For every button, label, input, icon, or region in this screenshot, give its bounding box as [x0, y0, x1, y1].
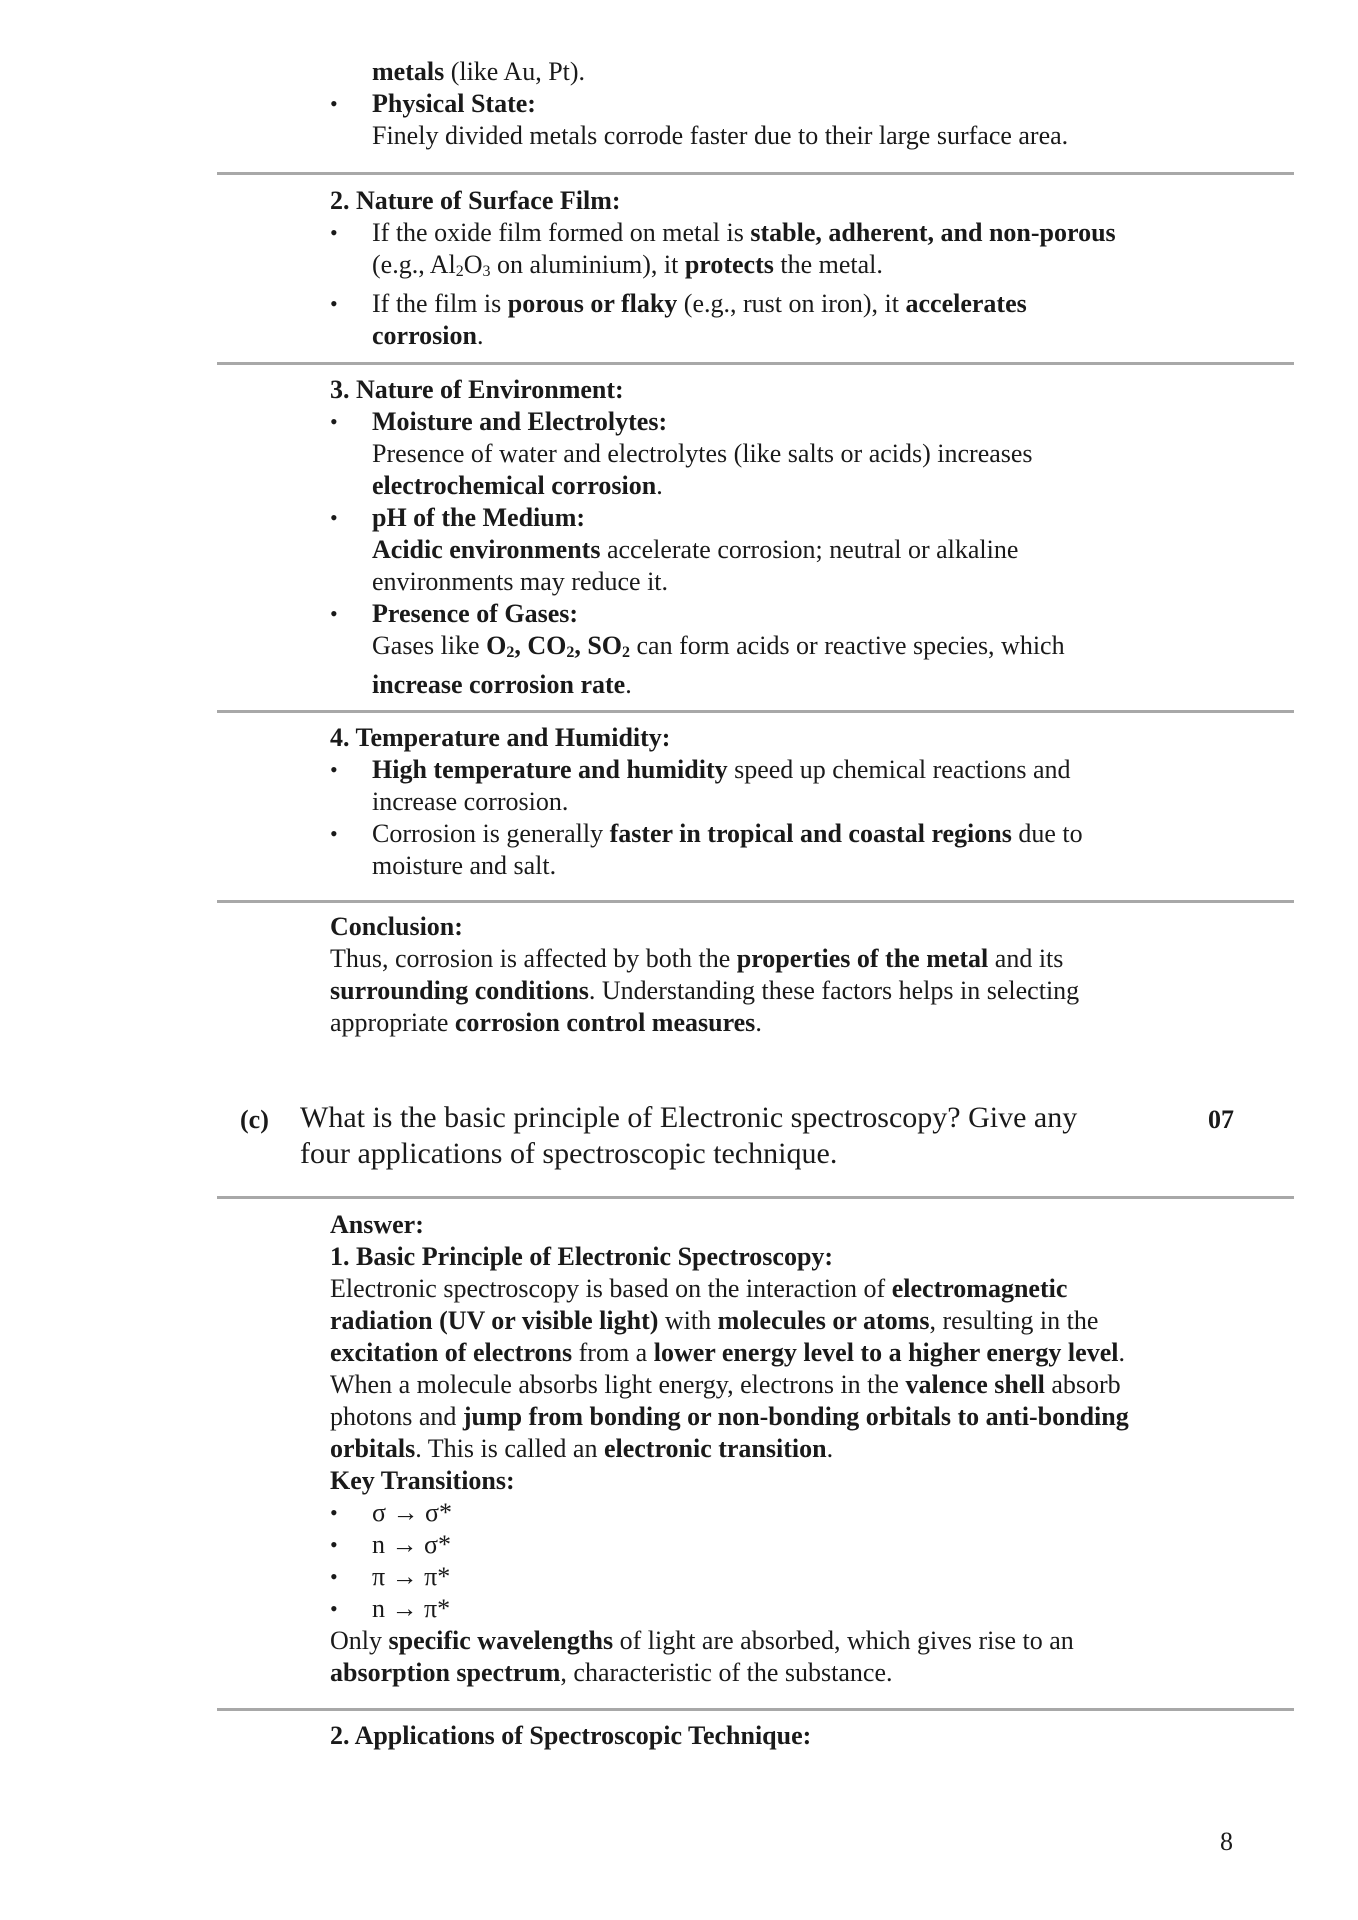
section-heading: 2. Nature of Surface Film:	[330, 186, 621, 215]
list-item: • Physical State:	[330, 89, 536, 118]
divider	[217, 1196, 1294, 1199]
list-item: • If the oxide film formed on metal is stable, adherent, and non-porous	[330, 218, 1116, 247]
answer-section: Answer: 1. Basic Principle of Electronic Spectroscopy: Electronic spectroscopy is based on the interaction of electromagnetic radiation (UV or visible light) with molecules or atoms, resulting in the excitation of electrons from a lower energy level to a higher energy level. When a molecule absorbs light energy, electrons in the valence shell absorb photons and jump from bonding or non-bonding orbitals to anti-bonding orbitals. This is called an electronic transition. Key Transitions: • σ → σ* • n → σ* • π → π* • n → π* Only specific wavelengths of light are absorbed, which gives rise to an absorption spectrum, characteristic of the substance.	[330, 1209, 1210, 1689]
bullet-icon: •	[330, 601, 338, 626]
bullet-icon: •	[330, 291, 338, 316]
section-heading: Conclusion:	[330, 912, 463, 941]
bullet-icon: •	[330, 757, 338, 782]
bullet-icon: •	[330, 1564, 338, 1589]
list-item: • pH of the Medium:	[330, 503, 586, 532]
page-number: 8	[1220, 1827, 1233, 1856]
conclusion-section: Conclusion: Thus, corrosion is affected by both the properties of the metal and its surrounding conditions. Understanding these factors helps in selecting appropriate corrosion control measures.	[330, 911, 1210, 1039]
temperature-section: 4. Temperature and Humidity: • High temperature and humidity speed up chemical reactions and increase corrosion. • Corrosion is generally faster in tropical and coastal regions due to moisture and salt.	[330, 722, 1210, 882]
list-item: • n → π*	[330, 1594, 451, 1623]
bullet-icon: •	[330, 821, 338, 846]
section-heading: 1. Basic Principle of Electronic Spectroscopy:	[330, 1242, 834, 1271]
question-text: What is the basic principle of Electronic spectroscopy? Give any four applications of spectroscopic technique.	[300, 1101, 1078, 1170]
divider	[217, 172, 1294, 175]
divider	[217, 710, 1294, 713]
surface-film-section: 2. Nature of Surface Film: • If the oxide film formed on metal is stable, adherent, and non-porous (e.g., Al2O3 on aluminium), it protects the metal. • If the film is porous or flaky (e.g., rust on iron), it accelerates corrosion.	[330, 185, 1210, 352]
list-item: • n → σ*	[330, 1530, 452, 1559]
section-heading: 2. Applications of Spectroscopic Technique:	[330, 1721, 812, 1750]
bullet-icon: •	[330, 505, 338, 530]
list-item: • π → π*	[330, 1562, 451, 1591]
list-item: • Moisture and Electrolytes:	[330, 407, 668, 436]
question-marks: 07	[1208, 1105, 1234, 1134]
question-label: (c)	[240, 1105, 269, 1134]
divider	[217, 900, 1294, 903]
divider	[217, 1708, 1294, 1711]
bullet-icon: •	[330, 1596, 338, 1621]
bullet-icon: •	[330, 409, 338, 434]
bullet-icon: •	[330, 91, 338, 116]
list-item: • High temperature and humidity speed up chemical reactions and	[330, 755, 1071, 784]
bullet-icon: •	[330, 1500, 338, 1525]
environment-section: 3. Nature of Environment: • Moisture and Electrolytes: Presence of water and electrolytes (like salts or acids) increases electrochemical corrosion. • pH of the Medium: Acidic environments accelerate corrosion; neutral or alkaline environments may reduce it. • Presence of Gases: Gases like O2, CO2, SO2 can form acids or reactive species, which increase corrosion rate.	[330, 374, 1210, 701]
section-heading: 3. Nature of Environment:	[330, 375, 624, 404]
list-item: • Presence of Gases:	[330, 599, 579, 628]
list-item: • Corrosion is generally faster in tropical and coastal regions due to	[330, 819, 1083, 848]
top-fragment: metals (like Au, Pt). • Physical State: Finely divided metals corrode faster due to their large surface area.	[330, 56, 1210, 152]
bullet-icon: •	[330, 1532, 338, 1557]
section-heading: 4. Temperature and Humidity:	[330, 723, 671, 752]
list-item: • If the film is porous or flaky (e.g., rust on iron), it accelerates	[330, 289, 1027, 318]
answer-heading: Answer:	[330, 1210, 424, 1239]
bullet-icon: •	[330, 220, 338, 245]
key-transitions-heading: Key Transitions:	[330, 1466, 515, 1495]
divider	[217, 362, 1294, 365]
list-item: • σ → σ*	[330, 1498, 453, 1527]
